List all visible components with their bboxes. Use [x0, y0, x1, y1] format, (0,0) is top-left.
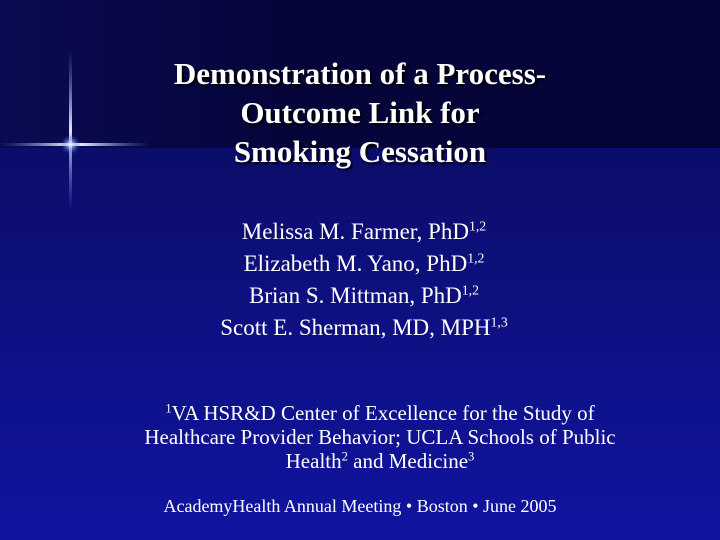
author-name: Scott E. Sherman, MD, MPH: [220, 315, 491, 340]
author-affiliation-mark: 1,2: [461, 282, 479, 298]
affiliation-part: and Medicine: [347, 449, 469, 473]
author-name: Melissa M. Farmer, PhD: [241, 219, 469, 244]
author-name: Elizabeth M. Yano, PhD: [243, 251, 468, 276]
title-line: Smoking Cessation: [233, 134, 487, 169]
author-line: [100, 312, 628, 344]
author-affiliation-mark: 1,2: [468, 218, 487, 234]
author-list: [100, 216, 628, 344]
title-line: Outcome Link for: [240, 95, 480, 130]
affiliation-text: [130, 401, 630, 473]
author-line: [100, 248, 628, 280]
slide-title: [80, 54, 640, 171]
affiliation-part: VA HSR&D Center of Excellence for the Study of Healthcare Provider Behavior; UCLA Schools of Public Health: [144, 401, 616, 473]
affiliation-mark: 1: [165, 401, 172, 416]
affiliation-mark: 2: [341, 449, 348, 464]
title-line: Demonstration of a Process-: [173, 56, 547, 91]
author-line: [100, 280, 628, 312]
affiliation-mark: 3: [468, 449, 475, 464]
author-affiliation-mark: 1,2: [467, 250, 485, 266]
author-line: [100, 216, 628, 248]
author-affiliation-mark: 1,3: [490, 314, 508, 330]
meeting-line: AcademyHealth Annual Meeting • Boston • June 2005: [163, 496, 557, 516]
author-name: Brian S. Mittman, PhD: [248, 283, 462, 308]
